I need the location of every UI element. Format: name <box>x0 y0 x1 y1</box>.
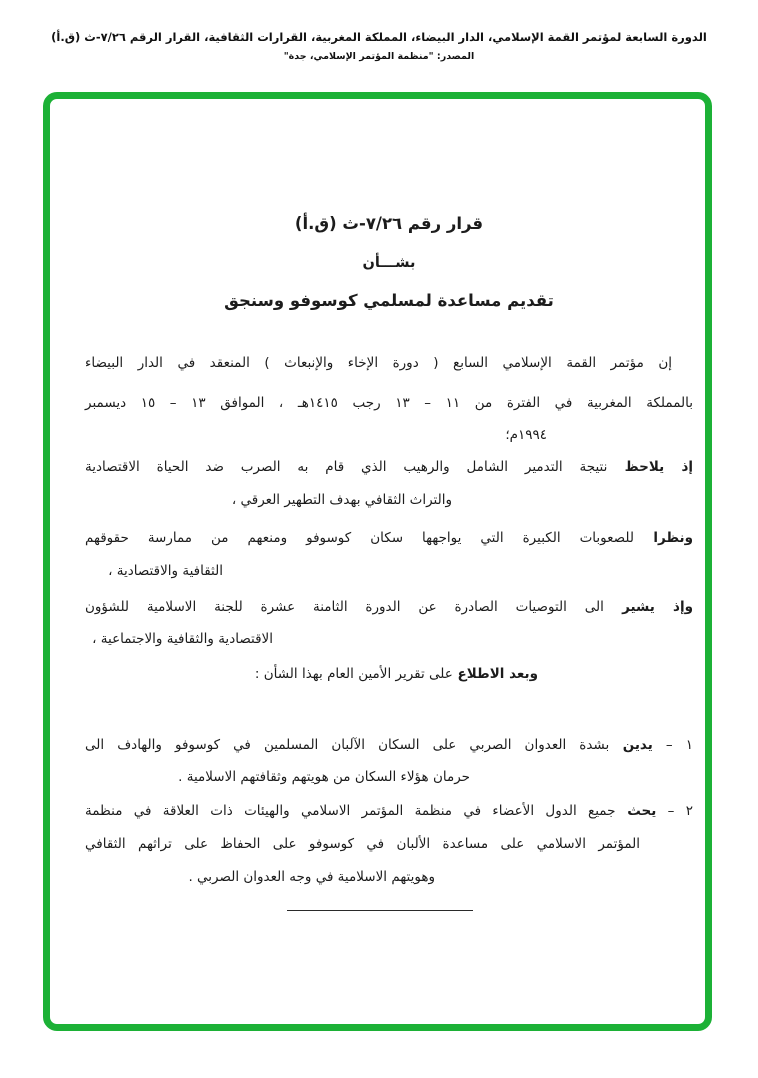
preamble-2-line-1: إذ يلاحظ نتيجة التدمير الشامل والرهيب الذي قام به الصرب ضد الحياة الاقتصادية <box>85 459 693 475</box>
item-1-line-1: ١ – يدين بشدة العدوان الصربي على السكان الآلبان المسلمين في كوسوفو والهادف الى <box>85 737 693 753</box>
preamble-3-line-2: الثقافية والاقتصادية ، <box>108 563 223 579</box>
resolution-title: تقديم مساعدة لمسلمي كوسوفو وسنجق <box>224 291 554 310</box>
preamble-1-line-3: ١٩٩٤م؛ <box>505 427 547 443</box>
subject-label: بشـــأن <box>362 255 416 271</box>
item-2-line-2: المؤتمر الاسلامي على مساعدة الألبان في كوسوفو على الحفاظ على تراثهم الثقافي <box>85 836 640 852</box>
resolution-number: قرار رقم ٧/٢٦-ث (ق.أ) <box>294 214 484 233</box>
preamble-3-line-1: ونظرا للصعوبات الكبيرة التي يواجهها سكان كوسوفو ومنعهم من ممارسة حقوقهم <box>85 530 694 546</box>
preamble-5-line-1: وبعد الاطلاع على تقرير الأمين العام بهذا الشأن : <box>254 666 538 682</box>
header-source: المصدر: "منظمة المؤتمر الإسلامي، جدة" <box>283 51 475 62</box>
preamble-1-line-2: بالمملكة المغربية في الفترة من ١١ – ١٣ رجب ١٤١٥هـ ، الموافق ١٣ – ١٥ ديسمبر <box>85 395 693 411</box>
item-2-line-1: ٢ – يحث جميع الدول الأعضاء في منظمة المؤتمر الاسلامي والهيئات ذات العلاقة في منظمة <box>85 803 693 819</box>
preamble-2-line-2: والتراث الثقافي بهدف التطهير العرقي ، <box>231 492 452 508</box>
preamble-4-line-1: وإذ يشير الى التوصيات الصادرة عن الدورة الثامنة عشرة للجنة الاسلامية للشؤون <box>85 599 694 615</box>
item-1-line-2: حرمان هؤلاء السكان من هويتهم وثقافتهم الاسلامية . <box>178 769 470 785</box>
item-2-line-3: وهويتهم الاسلامية في وجه العدوان الصربي . <box>188 869 435 885</box>
footnote-separator-line <box>287 910 473 911</box>
preamble-1-line-1: إن مؤتمر القمة الإسلامي السابع ( دورة الإخاء والإنبعاث ) المنعقد في الدار البيضاء <box>85 355 672 371</box>
header-citation: الدورة السابعة لمؤتمر القمة الإسلامي، الدار البيضاء، المملكة المغربية، القرارات الثقافية، القرار الرقم ٧/٢٦-ث (ق.أ) <box>51 30 707 44</box>
preamble-4-line-2: الاقتصادية والثقافية والاجتماعية ، <box>92 631 273 647</box>
